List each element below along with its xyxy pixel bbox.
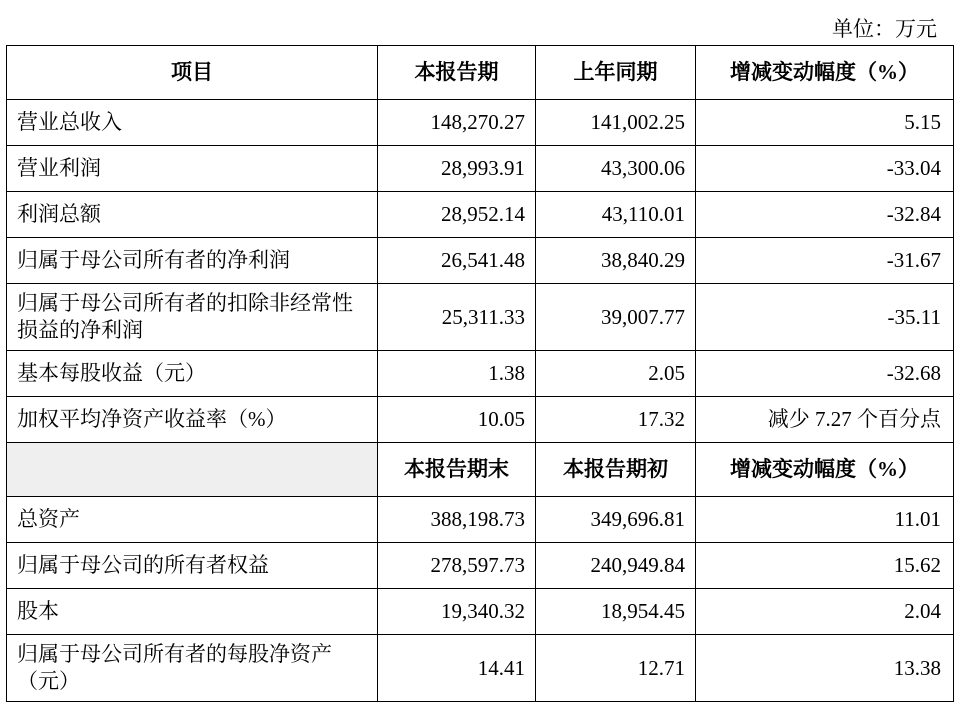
- row-value-period-end: 14.41: [378, 635, 536, 702]
- financial-table-container: [6, 45, 953, 702]
- table-header-row-balance: [7, 443, 954, 497]
- table-row: [7, 635, 954, 702]
- row-value-change: -32.68: [696, 351, 954, 397]
- row-value-current: 148,270.27: [378, 100, 536, 146]
- row-value-period-begin: 18,954.45: [536, 589, 696, 635]
- row-label: 加权平均净资产收益率（%）: [7, 397, 378, 443]
- row-label: 营业利润: [7, 146, 378, 192]
- header-cell-change-pct: 增减变动幅度（%）: [696, 46, 954, 100]
- row-value-prior: 2.05: [536, 351, 696, 397]
- row-value-current: 10.05: [378, 397, 536, 443]
- row-value-change: 减少 7.27 个百分点: [696, 397, 954, 443]
- row-value-current: 25,311.33: [378, 284, 536, 351]
- table-header-row-period: [7, 46, 954, 100]
- table-row: [7, 238, 954, 284]
- header-cell-current-period: 本报告期: [378, 46, 536, 100]
- row-value-change: -33.04: [696, 146, 954, 192]
- row-value-prior: 43,300.06: [536, 146, 696, 192]
- header-cell-period-begin: 本报告期初: [536, 443, 696, 497]
- table-row: [7, 543, 954, 589]
- row-value-period-end: 19,340.32: [378, 589, 536, 635]
- row-value-prior: 17.32: [536, 397, 696, 443]
- row-value-change: -32.84: [696, 192, 954, 238]
- header-cell-change-pct: 增减变动幅度（%）: [696, 443, 954, 497]
- row-value-change: 15.62: [696, 543, 954, 589]
- row-value-change: -35.11: [696, 284, 954, 351]
- table-row: [7, 146, 954, 192]
- row-value-period-end: 278,597.73: [378, 543, 536, 589]
- row-value-period-end: 388,198.73: [378, 497, 536, 543]
- row-value-change: 13.38: [696, 635, 954, 702]
- table-row: [7, 351, 954, 397]
- row-label: 归属于母公司所有者的每股净资产（元）: [7, 635, 378, 702]
- table-row: [7, 284, 954, 351]
- table-row: [7, 192, 954, 238]
- row-value-change: 5.15: [696, 100, 954, 146]
- row-value-period-begin: 349,696.81: [536, 497, 696, 543]
- header-cell-item: 项目: [7, 46, 378, 100]
- row-value-change: 11.01: [696, 497, 954, 543]
- row-value-current: 1.38: [378, 351, 536, 397]
- row-label: 归属于母公司的所有者权益: [7, 543, 378, 589]
- row-value-period-begin: 12.71: [536, 635, 696, 702]
- row-label: 营业总收入: [7, 100, 378, 146]
- row-value-change: -31.67: [696, 238, 954, 284]
- table-row: [7, 397, 954, 443]
- row-label: 总资产: [7, 497, 378, 543]
- row-label: 归属于母公司所有者的净利润: [7, 238, 378, 284]
- table-row: [7, 589, 954, 635]
- unit-note: 单位：万元: [832, 17, 937, 41]
- financial-summary-table: [6, 45, 954, 702]
- row-value-prior: 43,110.01: [536, 192, 696, 238]
- row-value-current: 28,993.91: [378, 146, 536, 192]
- table-row: [7, 497, 954, 543]
- table-row: [7, 100, 954, 146]
- row-value-current: 26,541.48: [378, 238, 536, 284]
- row-value-change: 2.04: [696, 589, 954, 635]
- row-value-period-begin: 240,949.84: [536, 543, 696, 589]
- header-cell-prior-period: 上年同期: [536, 46, 696, 100]
- header-cell-period-end: 本报告期末: [378, 443, 536, 497]
- row-label: 利润总额: [7, 192, 378, 238]
- row-label: 基本每股收益（元）: [7, 351, 378, 397]
- row-value-prior: 38,840.29: [536, 238, 696, 284]
- header-cell-blank: [7, 443, 378, 497]
- row-value-current: 28,952.14: [378, 192, 536, 238]
- row-value-prior: 141,002.25: [536, 100, 696, 146]
- row-label: 归属于母公司所有者的扣除非经常性损益的净利润: [7, 284, 378, 351]
- row-value-prior: 39,007.77: [536, 284, 696, 351]
- row-label: 股本: [7, 589, 378, 635]
